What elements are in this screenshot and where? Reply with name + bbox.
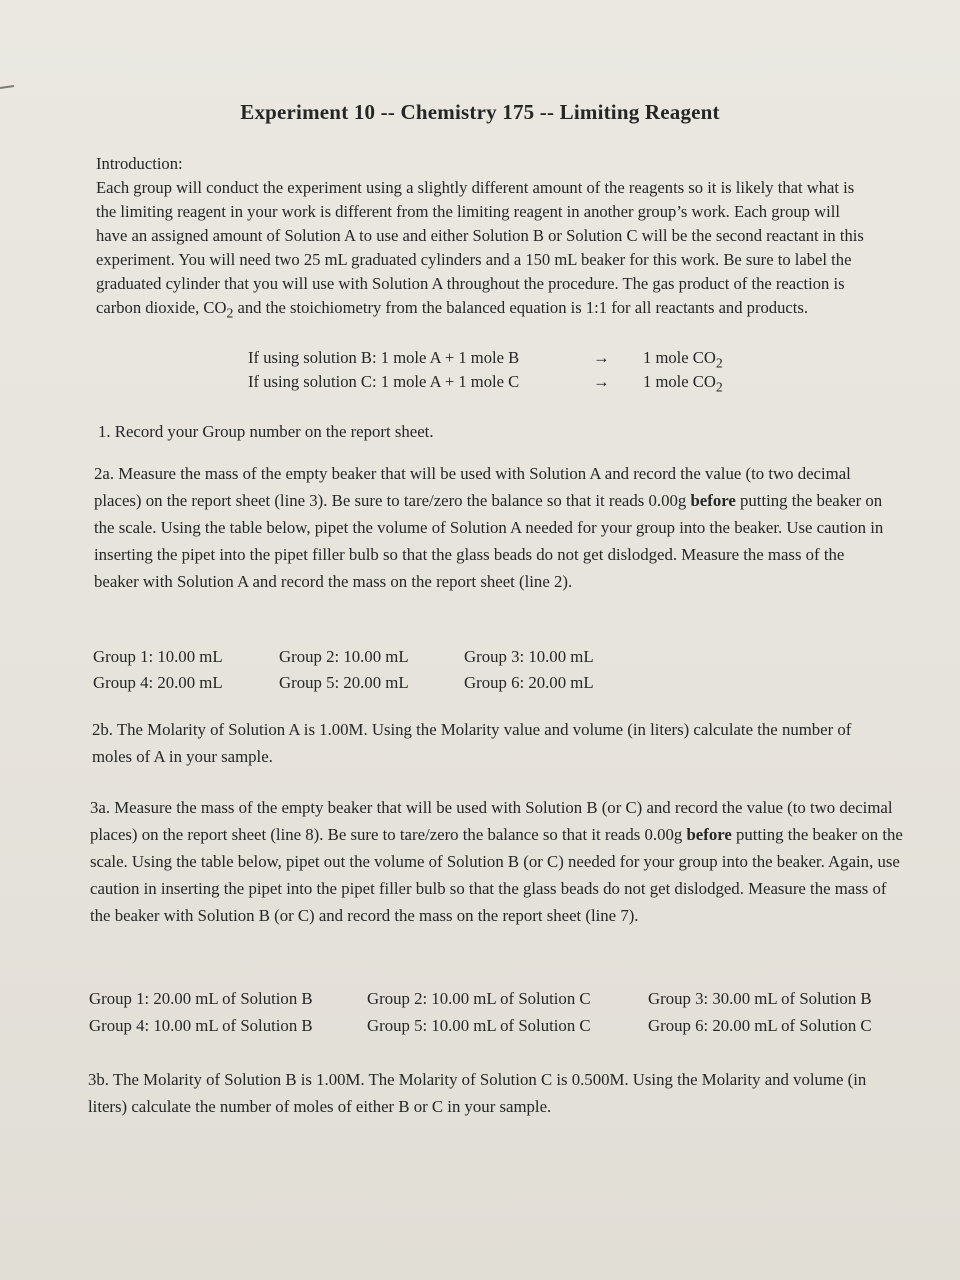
introduction-text: Each group will conduct the experiment using a slightly different amount of the reagents so it is likely that what is the limiting reagent in your work is different from the limiting reagent in another group’s work. Each group will have an assigned amount of Solution A to use and either Solution B or Solution C will be the second reactant in this experiment. You will need two 25 mL graduated cylinders and a 150 mL beaker for this work. Be sure to label the graduated cylinder that you will use with Solution A throughout the procedure. The gas product of the reaction is carbon dioxide, $CO_2$ and the stoichiometry from the balanced equation is 1:1 for all reactants and products. <box>96 178 864 321</box>
group-volume-bc-3: Group 3: 30.00 mL of Solution B <box>648 989 872 1008</box>
introduction-heading: Introduction: <box>96 154 183 173</box>
group-volume-bc-6: Group 6: 20.00 mL of Solution C <box>648 1016 872 1035</box>
page-title: Experiment 10 -- Chemistry 175 -- Limiting Reagent <box>240 100 720 124</box>
step-2a: 2a. Measure the mass of the empty beaker that will be used with Solution A and record the value (to two decimal places) on the report sheet (line 3). Be sure to tare/zero the balance so that it reads 0.00g before putting the beaker on the scale. Using the table below, pipet the volume of Solution A needed for your group into the beaker. Use caution in inserting the pipet into the pipet filler bulb so that the glass beads do not get dislodged. Measure the mass of the beaker with Solution A and record the mass on the report sheet (line 2). <box>94 464 884 591</box>
group-volume-bc-4: Group 4: 10.00 mL of Solution B <box>89 1016 313 1035</box>
group-volume-a-2: Group 2: 10.00 mL <box>279 647 409 666</box>
step-1: 1. Record your Group number on the report sheet. <box>98 422 434 441</box>
page-edge-mark <box>0 85 14 89</box>
introduction-section <box>96 152 871 325</box>
group-volume-a-1: Group 1: 10.00 mL <box>93 647 223 666</box>
group-volume-bc-2: Group 2: 10.00 mL of Solution C <box>367 989 591 1008</box>
step-3b: 3b. The Molarity of Solution B is 1.00M. The Molarity of Solution C is 0.500M. Using the Molarity and volume (in liters) calculate the number of moles of either B or C in your sample. <box>88 1070 867 1116</box>
equation-solution-c: If using solution C: 1 mole A + 1 mole C → 1 mole $CO_2$ <box>248 372 723 395</box>
group-volume-a-4: Group 4: 20.00 mL <box>93 673 223 692</box>
step-3a: 3a. Measure the mass of the empty beaker that will be used with Solution B (or C) and record the value (to two decimal places) on the report sheet (line 8). Be sure to tare/zero the balance so that it reads 0.00g before putting the beaker on the scale. Using the table below, pipet out the volume of Solution B (or C) needed for your group into the beaker. Again, use caution in inserting the pipet into the pipet filler bulb so that the glass beads do not get dislodged. Measure the mass of the beaker with Solution B (or C) and record the mass on the report sheet (line 7). <box>90 798 903 925</box>
equation-solution-b: If using solution B: 1 mole A + 1 mole B → 1 mole $CO_2$ <box>248 348 723 371</box>
group-volume-bc-5: Group 5: 10.00 mL of Solution C <box>367 1016 591 1035</box>
group-volume-bc-1: Group 1: 20.00 mL of Solution B <box>89 989 313 1008</box>
group-volume-a-3: Group 3: 10.00 mL <box>464 647 594 666</box>
group-volume-a-5: Group 5: 20.00 mL <box>279 673 409 692</box>
step-2b: 2b. The Molarity of Solution A is 1.00M. Using the Molarity value and volume (in liters) calculate the number of moles of A in your sample. <box>92 720 852 766</box>
group-volume-a-6: Group 6: 20.00 mL <box>464 673 594 692</box>
